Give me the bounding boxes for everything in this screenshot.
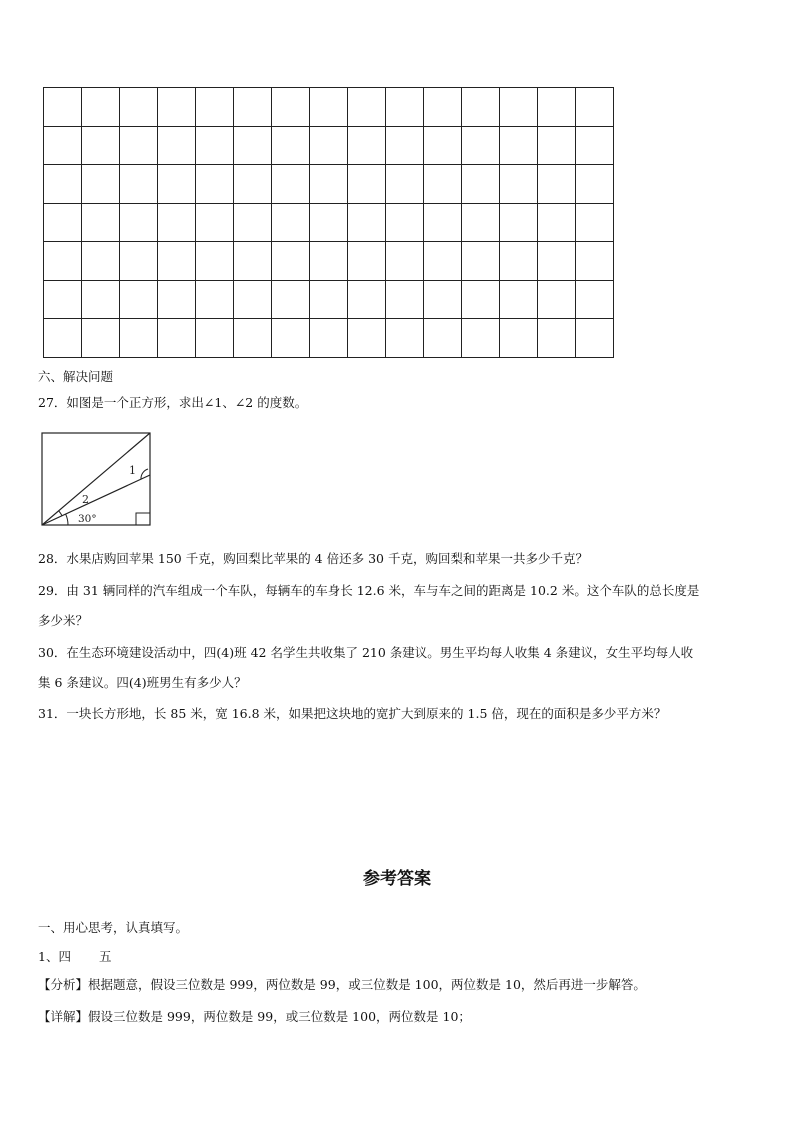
grid-cell [462, 319, 500, 358]
section-heading: 六、解决问题 [38, 369, 114, 384]
grid-cell [82, 203, 120, 242]
grid-cell [538, 319, 576, 358]
grid-cell [538, 88, 576, 127]
angle-30-label: 30° [78, 513, 97, 525]
grid-cell [82, 88, 120, 127]
grid-cell [386, 319, 424, 358]
grid-cell [158, 165, 196, 204]
grid-cell [424, 242, 462, 281]
grid-cell [500, 88, 538, 127]
grid-cell [310, 165, 348, 204]
grid-cell [234, 126, 272, 165]
grid-cell [386, 280, 424, 319]
square-angle-figure [40, 431, 156, 531]
grid-cell [424, 165, 462, 204]
grid-cell [272, 203, 310, 242]
grid-cell [348, 280, 386, 319]
grid-cell [234, 203, 272, 242]
grid-cell [44, 203, 82, 242]
grid-cell [576, 280, 614, 319]
grid-cell [500, 203, 538, 242]
grid-row [44, 280, 614, 319]
question-30-line-2: 集 6 条建议。四(4)班男生有多少人？ [38, 675, 247, 690]
grid-cell [462, 280, 500, 319]
grid-cell [82, 280, 120, 319]
grid-cell [158, 126, 196, 165]
grid-cell [500, 242, 538, 281]
grid-cell [272, 126, 310, 165]
grid-cell [500, 319, 538, 358]
grid-cell [538, 126, 576, 165]
grid-cell [576, 203, 614, 242]
answers-title: 参考答案 [363, 869, 431, 889]
question-29-line-2: 多少米？ [38, 613, 89, 628]
grid-cell [576, 126, 614, 165]
question-31: 31．一块长方形地，长 85 米，宽 16.8 米，如果把这块地的宽扩大到原来的 1.5 倍，现在的面积是多少平方米？ [38, 706, 667, 721]
grid-cell [310, 88, 348, 127]
question-27: 27．如图是一个正方形，求出∠1、∠2 的度数。 [38, 395, 308, 410]
grid-cell [348, 203, 386, 242]
grid-cell [348, 165, 386, 204]
grid-cell [538, 280, 576, 319]
grid-cell [500, 165, 538, 204]
grid-cell [120, 242, 158, 281]
grid-cell [120, 88, 158, 127]
grid-cell [158, 319, 196, 358]
grid-cell [234, 88, 272, 127]
grid-cell [538, 165, 576, 204]
grid-cell [120, 165, 158, 204]
grid-row [44, 165, 614, 204]
grid-row [44, 88, 614, 127]
grid-cell [424, 126, 462, 165]
grid-cell [234, 165, 272, 204]
grid-cell [196, 242, 234, 281]
grid-cell [500, 126, 538, 165]
grid-cell [462, 242, 500, 281]
answer-1-first: 1、四 [38, 949, 71, 964]
grid-cell [82, 242, 120, 281]
right-angle-mark [136, 513, 150, 525]
grid-cell [196, 126, 234, 165]
grid-row [44, 126, 614, 165]
answer-item-1 [38, 949, 111, 965]
answer-analysis: 【分析】根据题意，假设三位数是 999，两位数是 99，或三位数是 100，两位数是 10，然后再进一步解答。 [38, 977, 646, 992]
grid-cell [158, 280, 196, 319]
grid-cell [44, 280, 82, 319]
grid-cell [310, 203, 348, 242]
grid-cell [196, 280, 234, 319]
grid-cell [424, 88, 462, 127]
answer-detail: 【详解】假设三位数是 999，两位数是 99，或三位数是 100，两位数是 10； [38, 1009, 471, 1024]
grid-cell [462, 88, 500, 127]
angle-1-label: 1 [129, 464, 136, 477]
grid-cell [234, 242, 272, 281]
grid-cell [500, 280, 538, 319]
angle-30-arc [66, 514, 68, 525]
diagonal-line [42, 433, 150, 525]
grid-cell [158, 242, 196, 281]
grid-cell [386, 242, 424, 281]
grid-cell [120, 280, 158, 319]
grid-cell [272, 319, 310, 358]
grid-cell [234, 319, 272, 358]
grid-cell [348, 88, 386, 127]
grid-cell [196, 319, 234, 358]
grid-cell [576, 242, 614, 281]
answers-section-heading: 一、用心思考，认真填写。 [38, 920, 189, 935]
grid-cell [462, 165, 500, 204]
question-29-line-1: 29．由 31 辆同样的汽车组成一个车队，每辆车的车身长 12.6 米，车与车之间的距离是 10.2 米。这个车队的总长度是 [38, 583, 700, 598]
grid-cell [272, 165, 310, 204]
grid-cell [158, 88, 196, 127]
grid-cell [576, 88, 614, 127]
grid-cell [44, 165, 82, 204]
grid-cell [576, 319, 614, 358]
grid-cell [538, 203, 576, 242]
grid-cell [310, 280, 348, 319]
grid-cell [196, 203, 234, 242]
writing-grid [43, 87, 614, 358]
grid-cell [386, 203, 424, 242]
grid-cell [120, 203, 158, 242]
angle-2-label: 2 [82, 493, 89, 506]
grid-cell [462, 126, 500, 165]
grid-cell [386, 88, 424, 127]
grid-cell [424, 280, 462, 319]
angle-2-arc [59, 511, 62, 516]
grid-cell [196, 165, 234, 204]
grid-row [44, 319, 614, 358]
grid-cell [386, 126, 424, 165]
grid-cell [272, 242, 310, 281]
question-28: 28．水果店购回苹果 150 千克，购回梨比苹果的 4 倍还多 30 千克，购回梨和苹果一共多少千克？ [38, 551, 588, 566]
grid-row [44, 203, 614, 242]
grid-cell [538, 242, 576, 281]
grid-cell [272, 88, 310, 127]
grid-cell [348, 319, 386, 358]
grid-cell [82, 319, 120, 358]
grid-cell [424, 319, 462, 358]
grid-cell [576, 165, 614, 204]
grid-cell [196, 88, 234, 127]
grid-cell [462, 203, 500, 242]
grid-cell [348, 242, 386, 281]
grid-cell [44, 126, 82, 165]
question-30-line-1: 30．在生态环境建设活动中，四(4)班 42 名学生共收集了 210 条建议。男生平均每人收集 4 条建议，女生平均每人收 [38, 645, 694, 660]
grid-row [44, 242, 614, 281]
grid-cell [82, 165, 120, 204]
grid-cell [272, 280, 310, 319]
answer-1-second: 五 [98, 949, 112, 964]
grid-cell [348, 126, 386, 165]
grid-cell [44, 88, 82, 127]
grid-cell [424, 203, 462, 242]
grid-cell [310, 242, 348, 281]
grid-cell [120, 319, 158, 358]
grid-cell [82, 126, 120, 165]
grid-cell [44, 242, 82, 281]
grid-cell [158, 203, 196, 242]
grid-cell [234, 280, 272, 319]
grid-cell [386, 165, 424, 204]
grid-cell [310, 319, 348, 358]
grid-cell [44, 319, 82, 358]
grid-cell [310, 126, 348, 165]
grid-cell [120, 126, 158, 165]
